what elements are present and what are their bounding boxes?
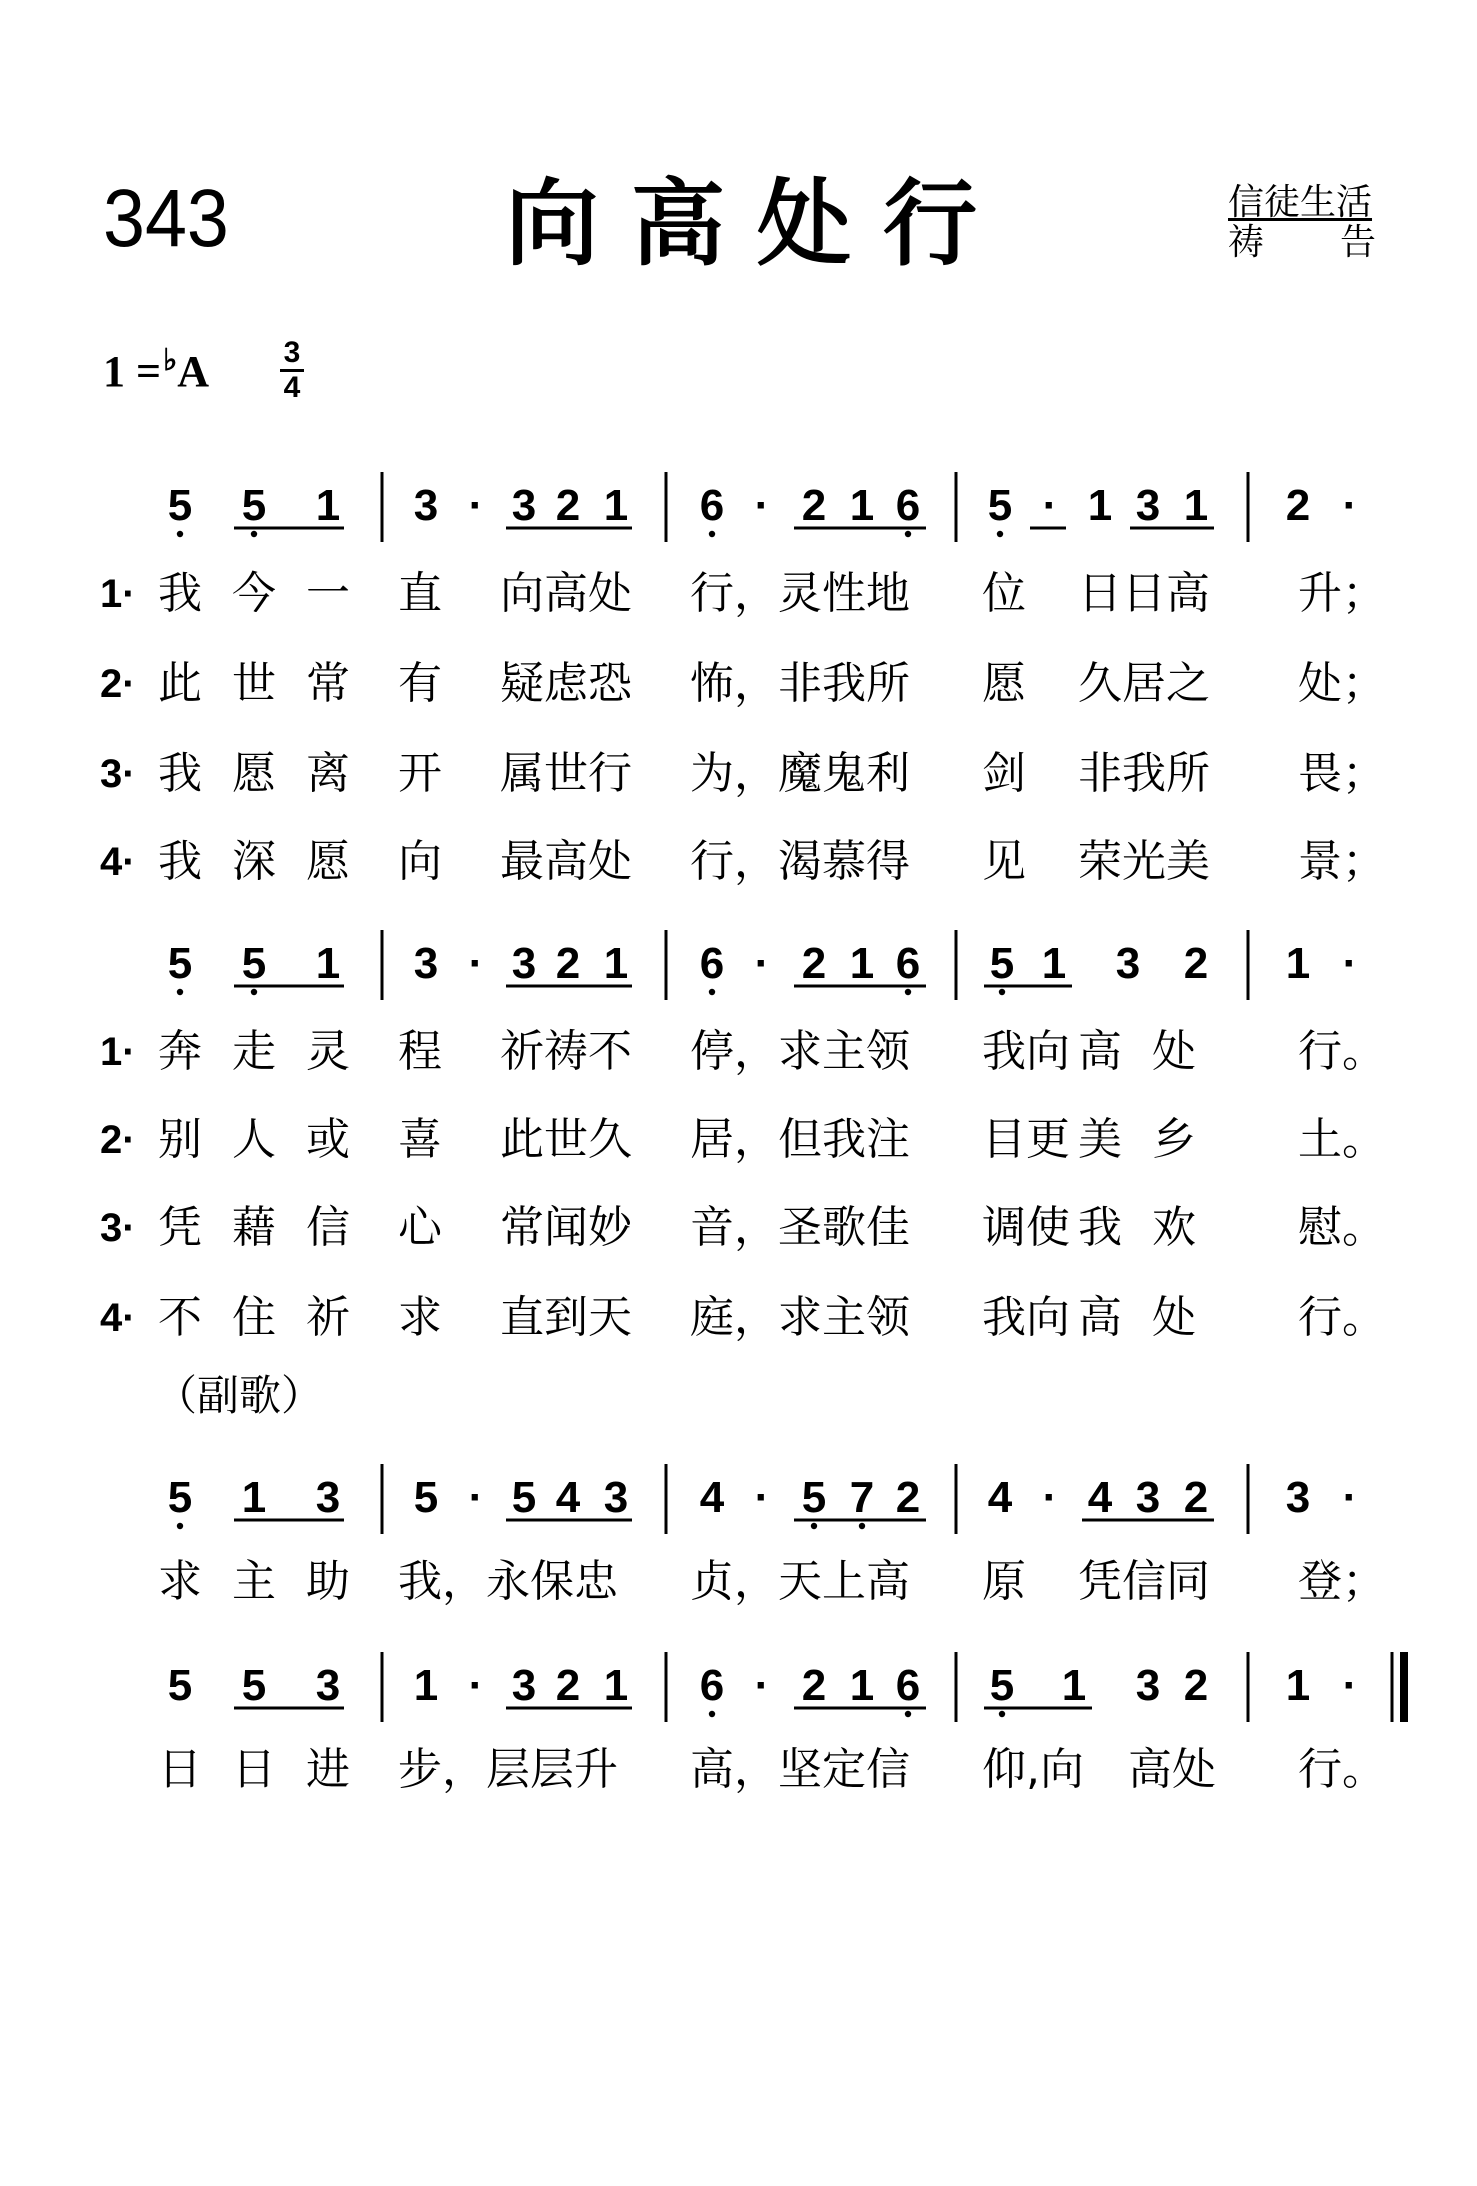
note-digit: 5 — [987, 481, 1013, 530]
lyric-syllable: 畏； — [1298, 748, 1386, 799]
note-digit: 7 — [849, 1473, 875, 1522]
lyric-syllable: 愿 — [982, 658, 1026, 709]
lyric-syllable: 升； — [1298, 568, 1386, 619]
lyric-syllable: 居，但我注 — [690, 1114, 910, 1165]
lyric-syllable: 祈 — [306, 1292, 350, 1343]
augmentation-dot: · — [468, 1473, 484, 1522]
lower-octave-dot — [999, 1711, 1005, 1717]
note-digit: 1 — [1285, 1661, 1311, 1710]
lyric-syllable: 奔 — [158, 1026, 202, 1077]
lyric-syllable: 剑 — [982, 748, 1026, 799]
note-digit: 2 — [895, 1473, 921, 1522]
lyric-syllable: 喜 — [398, 1114, 442, 1165]
note-digit: 4 — [555, 1473, 581, 1522]
note-digit: 1 — [603, 1661, 629, 1710]
note-digit: 1 — [1041, 939, 1067, 988]
verse-number: 2· — [100, 662, 136, 706]
note-digit: 3 — [1135, 1473, 1161, 1522]
lower-octave-dot — [997, 531, 1003, 537]
lower-octave-dot — [905, 531, 911, 537]
lyric-syllable: 欢 — [1152, 1202, 1196, 1253]
note-digit: 4 — [699, 1473, 725, 1522]
lyric-syllable: 日日高 — [1078, 568, 1210, 619]
chorus-syllable: 原 — [982, 1556, 1026, 1607]
note-digit: 2 — [555, 481, 581, 530]
note-digit: 3 — [511, 1661, 537, 1710]
lyric-syllable: 今 — [232, 568, 276, 619]
chorus-syllable: 凭信同 — [1078, 1556, 1210, 1607]
lower-octave-dot — [905, 989, 911, 995]
lyric-syllable: 景； — [1298, 836, 1386, 887]
lyric-syllable: 走 — [232, 1026, 276, 1077]
lyric-syllable: 见 — [982, 836, 1026, 887]
lyric-syllable: 灵 — [306, 1026, 350, 1077]
lyric-syllable: 最高处 — [500, 836, 632, 887]
chorus-syllable: 高处 — [1128, 1744, 1216, 1795]
lyric-syllable: 开 — [398, 748, 442, 799]
category-main: 信徒生活 — [1228, 182, 1373, 223]
lyric-syllable: 程 — [398, 1026, 442, 1077]
chorus-syllable: 主 — [232, 1556, 276, 1607]
lyric-syllable: 祈祷不 — [500, 1026, 632, 1077]
lyric-syllable: 藉 — [232, 1202, 276, 1253]
lyric-syllable: 行，灵性地 — [690, 568, 910, 619]
lyric-syllable: 人 — [232, 1114, 276, 1165]
lyric-syllable: 位 — [982, 568, 1026, 619]
lyric-syllable: 离 — [306, 748, 350, 799]
lyric-syllable: 停，求主领 — [690, 1026, 910, 1077]
verse-number: 2· — [100, 1118, 136, 1162]
note-digit: 5 — [241, 1661, 267, 1710]
verse-number: 1· — [100, 1030, 136, 1074]
lyric-syllable: 处 — [1152, 1292, 1196, 1343]
lyric-syllable: 向高处 — [500, 568, 632, 619]
lyric-syllable: 此世久 — [500, 1114, 632, 1165]
augmentation-dot: · — [754, 1473, 770, 1522]
note-digit: 5 — [801, 1473, 827, 1522]
lyric-syllable: 心 — [398, 1202, 442, 1253]
hymn-number: 343 — [103, 173, 229, 264]
chorus-syllable: 日 — [158, 1744, 202, 1795]
note-digit: 1 — [1183, 481, 1209, 530]
note-digit: 1 — [1285, 939, 1311, 988]
note-digit: 5 — [167, 1661, 193, 1710]
chorus-syllable: 仰,向 — [982, 1744, 1084, 1795]
lyric-syllable: 音，圣歌佳 — [690, 1202, 910, 1253]
note-digit: 3 — [511, 939, 537, 988]
augmentation-dot: · — [1342, 1473, 1358, 1522]
chorus-label: （副歌） — [155, 1371, 324, 1420]
lower-octave-dot — [859, 1523, 865, 1529]
note-digit: 3 — [413, 481, 439, 530]
note-digit: 1 — [413, 1661, 439, 1710]
chorus-syllable: 助 — [306, 1556, 350, 1607]
lyric-syllable: 凭 — [158, 1202, 202, 1253]
category-sub-char: 告 — [1339, 222, 1376, 263]
note-digit: 1 — [849, 1661, 875, 1710]
augmentation-dot: · — [754, 1661, 770, 1710]
note-digit: 1 — [1087, 481, 1113, 530]
note-digit: 2 — [801, 1661, 827, 1710]
lower-octave-dot — [709, 1711, 715, 1717]
lyric-syllable: 信 — [306, 1202, 350, 1253]
lower-octave-dot — [251, 531, 257, 537]
chorus-syllable: 我，永保忠 — [398, 1556, 618, 1607]
lyric-syllable: 美 — [1078, 1114, 1122, 1165]
chorus-syllable: 进 — [306, 1744, 350, 1795]
note-digit: 1 — [849, 939, 875, 988]
lyric-syllable: 常 — [306, 658, 350, 709]
lyric-syllable: 行。 — [1298, 1292, 1386, 1343]
augmentation-dot: · — [1042, 481, 1058, 530]
lyric-syllable: 我 — [158, 836, 202, 887]
flat-symbol: ♭ — [163, 344, 178, 377]
verse-number: 4· — [100, 840, 136, 884]
chorus-syllable: 贞，天上高 — [690, 1556, 910, 1607]
lower-octave-dot — [177, 531, 183, 537]
lyric-syllable: 常闻妙 — [500, 1202, 632, 1253]
lyric-syllable: 愿 — [232, 748, 276, 799]
note-digit: 1 — [241, 1473, 267, 1522]
lyric-syllable: 慰。 — [1298, 1202, 1386, 1253]
lyric-syllable: 我向 — [982, 1026, 1070, 1077]
note-digit: 2 — [1183, 1661, 1209, 1710]
note-digit: 1 — [315, 481, 341, 530]
lyric-syllable: 深 — [232, 836, 276, 887]
lyric-syllable: 一 — [306, 568, 350, 619]
note-digit: 5 — [167, 481, 193, 530]
note-digit: 6 — [699, 481, 725, 530]
chorus-syllable: 步，层层升 — [398, 1744, 618, 1795]
lyric-syllable: 处； — [1298, 658, 1386, 709]
lyric-syllable: 或 — [306, 1114, 350, 1165]
note-digit: 5 — [241, 939, 267, 988]
lyric-syllable: 直 — [398, 568, 442, 619]
lyric-syllable: 别 — [158, 1114, 202, 1165]
note-digit: 5 — [167, 939, 193, 988]
note-digit: 5 — [989, 939, 1015, 988]
note-digit: 5 — [413, 1473, 439, 1522]
note-digit: 2 — [801, 481, 827, 530]
lyric-syllable: 住 — [232, 1292, 276, 1343]
lyric-syllable: 求 — [398, 1292, 442, 1343]
lyric-syllable: 我 — [158, 568, 202, 619]
note-digit: 6 — [699, 1661, 725, 1710]
note-digit: 3 — [511, 481, 537, 530]
lyric-syllable: 高 — [1078, 1026, 1122, 1077]
lyric-syllable: 我向 — [982, 1292, 1070, 1343]
lower-octave-dot — [709, 531, 715, 537]
verse-number: 3· — [100, 752, 136, 796]
note-digit: 1 — [849, 481, 875, 530]
category-sub-char: 祷 — [1228, 222, 1265, 263]
lyric-syllable: 高 — [1078, 1292, 1122, 1343]
lyric-syllable: 非我所 — [1078, 748, 1210, 799]
note-digit: 3 — [1115, 939, 1141, 988]
time-denominator: 4 — [283, 371, 301, 404]
lower-octave-dot — [251, 989, 257, 995]
note-digit: 3 — [413, 939, 439, 988]
note-digit: 2 — [801, 939, 827, 988]
note-digit: 1 — [1061, 1661, 1087, 1710]
lyric-syllable: 处 — [1152, 1026, 1196, 1077]
lower-octave-dot — [905, 1711, 911, 1717]
note-digit: 3 — [315, 1661, 341, 1710]
lyric-syllable: 向 — [398, 836, 442, 887]
lyric-syllable: 久居之 — [1078, 658, 1210, 709]
lyric-syllable: 庭，求主领 — [690, 1292, 910, 1343]
lyric-syllable: 目更 — [982, 1114, 1070, 1165]
chorus-syllable: 高，坚定信 — [690, 1744, 910, 1795]
chorus-syllable: 行。 — [1298, 1744, 1386, 1795]
note-digit: 5 — [167, 1473, 193, 1522]
key-note: A — [177, 347, 210, 396]
augmentation-dot: · — [468, 481, 484, 530]
lower-octave-dot — [709, 989, 715, 995]
note-digit: 3 — [603, 1473, 629, 1522]
lyric-syllable: 土。 — [1298, 1114, 1386, 1165]
lyric-syllable: 属世行 — [500, 748, 632, 799]
note-digit: 6 — [895, 1661, 921, 1710]
lyric-syllable: 疑虑恐 — [500, 658, 632, 709]
augmentation-dot: · — [1342, 481, 1358, 530]
lyric-syllable: 调使 — [982, 1202, 1070, 1253]
note-digit: 1 — [603, 481, 629, 530]
lyric-syllable: 怖，非我所 — [690, 658, 910, 709]
note-digit: 5 — [241, 481, 267, 530]
time-numerator: 3 — [283, 336, 301, 369]
hymn-title: 向高处行 — [505, 170, 1010, 279]
note-digit: 2 — [555, 1661, 581, 1710]
note-digit: 2 — [1285, 481, 1311, 530]
augmentation-dot: · — [754, 939, 770, 988]
lyric-syllable: 直到天 — [500, 1292, 632, 1343]
lyric-syllable: 此 — [158, 658, 202, 709]
augmentation-dot: · — [1342, 939, 1358, 988]
note-digit: 3 — [1285, 1473, 1311, 1522]
augmentation-dot: · — [468, 939, 484, 988]
note-digit: 5 — [511, 1473, 537, 1522]
lyric-syllable: 行。 — [1298, 1026, 1386, 1077]
key-prefix: 1 = — [103, 347, 162, 396]
note-digit: 3 — [1135, 481, 1161, 530]
lower-octave-dot — [811, 1523, 817, 1529]
lower-octave-dot — [177, 989, 183, 995]
lyric-syllable: 我 — [158, 748, 202, 799]
note-digit: 5 — [989, 1661, 1015, 1710]
augmentation-dot: · — [754, 481, 770, 530]
note-digit: 2 — [555, 939, 581, 988]
lyric-syllable: 有 — [398, 658, 442, 709]
lower-octave-dot — [177, 1523, 183, 1529]
augmentation-dot: · — [1342, 1661, 1358, 1710]
note-digit: 3 — [1135, 1661, 1161, 1710]
note-digit: 1 — [315, 939, 341, 988]
note-digit: 4 — [987, 1473, 1013, 1522]
verse-number: 1· — [100, 572, 136, 616]
verse-number: 4· — [100, 1296, 136, 1340]
lyric-syllable: 乡 — [1152, 1114, 1196, 1165]
chorus-syllable: 求 — [158, 1556, 202, 1607]
lower-octave-dot — [999, 989, 1005, 995]
lyric-syllable: 行，渴慕得 — [690, 836, 910, 887]
lyric-syllable: 世 — [232, 658, 276, 709]
note-digit: 2 — [1183, 939, 1209, 988]
note-digit: 1 — [603, 939, 629, 988]
note-digit: 6 — [895, 939, 921, 988]
chorus-syllable: 登； — [1298, 1556, 1386, 1607]
note-digit: 3 — [315, 1473, 341, 1522]
lyric-syllable: 不 — [158, 1292, 202, 1343]
note-digit: 6 — [699, 939, 725, 988]
lyric-syllable: 我 — [1078, 1202, 1122, 1253]
augmentation-dot: · — [1042, 1473, 1058, 1522]
lyric-syllable: 荣光美 — [1078, 836, 1210, 887]
note-digit: 6 — [895, 481, 921, 530]
note-digit: 4 — [1087, 1473, 1113, 1522]
augmentation-dot: · — [468, 1661, 484, 1710]
note-digit: 2 — [1183, 1473, 1209, 1522]
lyric-syllable: 为，魔鬼利 — [690, 748, 910, 799]
lyric-syllable: 愿 — [306, 836, 350, 887]
chorus-syllable: 日 — [232, 1744, 276, 1795]
verse-number: 3· — [100, 1206, 136, 1250]
